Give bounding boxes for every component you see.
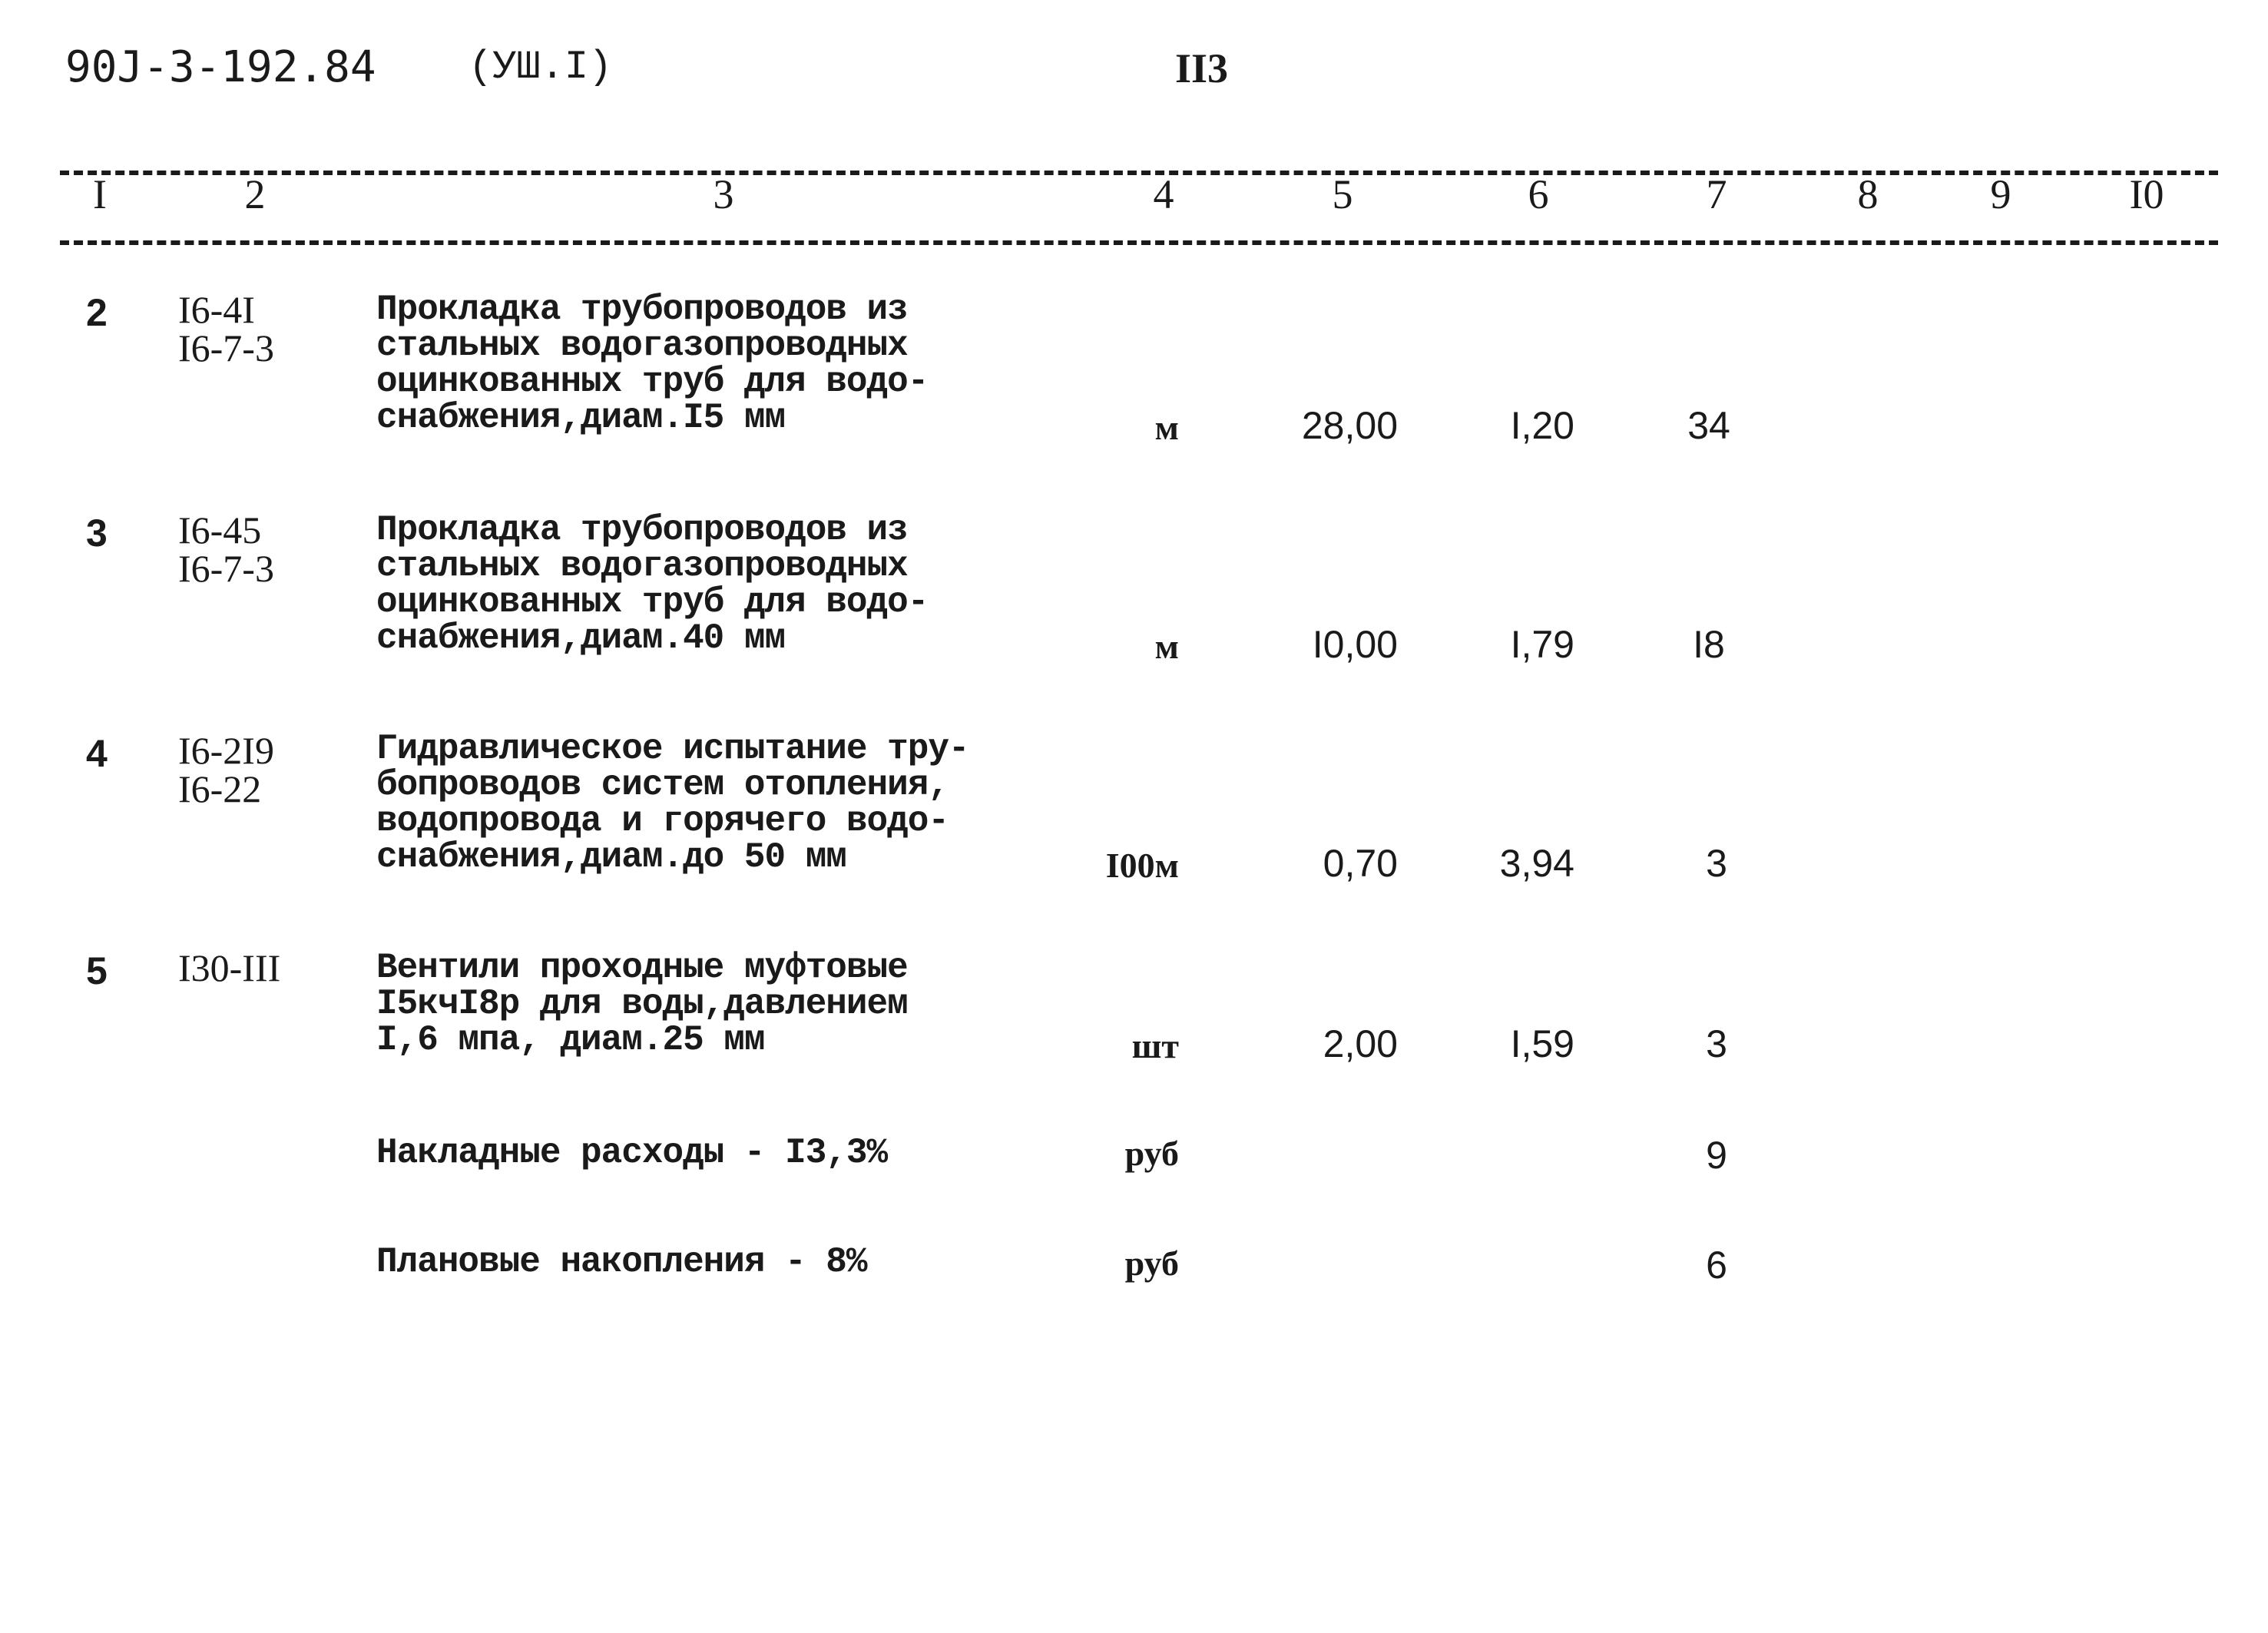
row-codes [178, 290, 274, 367]
table-header-rule [60, 240, 2218, 245]
row-unit: шт [1131, 1026, 1179, 1065]
row-description: Прокладка трубопроводов из стальных водогазопроводных оцинкованных труб для водо- снабжения,диам.I5 мм [376, 290, 929, 438]
column-header-10: I0 [2129, 171, 2164, 217]
row-quantity: 0,70 [1323, 842, 1398, 885]
row-total: 34 [1687, 404, 1730, 447]
column-header-9: 9 [1990, 171, 2011, 217]
row-number: 4 [86, 732, 108, 775]
row-unit-price: 3,94 [1499, 842, 1574, 885]
summary-total: 6 [1706, 1244, 1727, 1287]
row-unit: I00м [1105, 846, 1179, 885]
table-top-rule [60, 171, 2218, 175]
row-code: I6-45 [178, 508, 262, 552]
row-total: I8 [1693, 623, 1725, 666]
row-unit-price: I,59 [1510, 1022, 1574, 1065]
row-code: I6-7-3 [178, 547, 274, 590]
row-quantity: I0,00 [1312, 623, 1398, 666]
summary-total: 9 [1706, 1134, 1727, 1177]
column-header-4: 4 [1153, 171, 1174, 217]
summary-unit: руб [1124, 1244, 1179, 1283]
row-code: I6-7-3 [178, 326, 274, 369]
column-header-5: 5 [1332, 171, 1353, 217]
row-number: 2 [86, 291, 108, 334]
row-quantity: 2,00 [1323, 1022, 1398, 1065]
row-description: Гидравлическое испытание тру- бопроводов систем отопления, водопровода и горячего водо- снабжения,диам.до 50 мм [376, 729, 969, 877]
column-header-6: 6 [1528, 171, 1549, 217]
page-number: II3 [1175, 45, 1229, 91]
row-unit-price: I,20 [1510, 404, 1574, 447]
row-total: 3 [1706, 1022, 1727, 1065]
document-code: 90J-3-192.84 [65, 42, 376, 92]
column-header-7: 7 [1706, 171, 1727, 217]
row-code: I6-22 [178, 767, 262, 810]
summary-description: Плановые накопления - 8% [376, 1242, 867, 1282]
column-header-1: I [93, 171, 107, 217]
sheet-reference: (УШ.I) [468, 45, 613, 90]
column-header-2: 2 [244, 171, 266, 217]
row-code: I6-4I [178, 288, 255, 331]
summary-description: Накладные расходы - I3,3% [376, 1133, 888, 1173]
row-codes [178, 946, 281, 989]
row-quantity: 28,00 [1301, 404, 1398, 447]
summary-unit: руб [1124, 1134, 1179, 1173]
row-unit-price: I,79 [1510, 623, 1574, 666]
column-header-8: 8 [1857, 171, 1879, 217]
row-description: Вентили проходные муфтовые I5кчI8р для воды,давлением I,6 мпа, диам.25 мм [376, 948, 908, 1060]
row-code: I6-2I9 [178, 729, 274, 772]
row-number: 3 [86, 512, 108, 555]
row-unit: м [1154, 627, 1179, 666]
row-codes [178, 508, 274, 590]
row-number: 5 [86, 949, 108, 992]
row-total: 3 [1706, 842, 1727, 885]
row-code: I30-III [178, 946, 281, 989]
row-description: Прокладка трубопроводов из стальных водогазопроводных оцинкованных труб для водо- снабжения,диам.40 мм [376, 510, 929, 658]
row-codes [178, 731, 274, 808]
column-header-3: 3 [713, 171, 734, 217]
row-unit: м [1154, 408, 1179, 447]
